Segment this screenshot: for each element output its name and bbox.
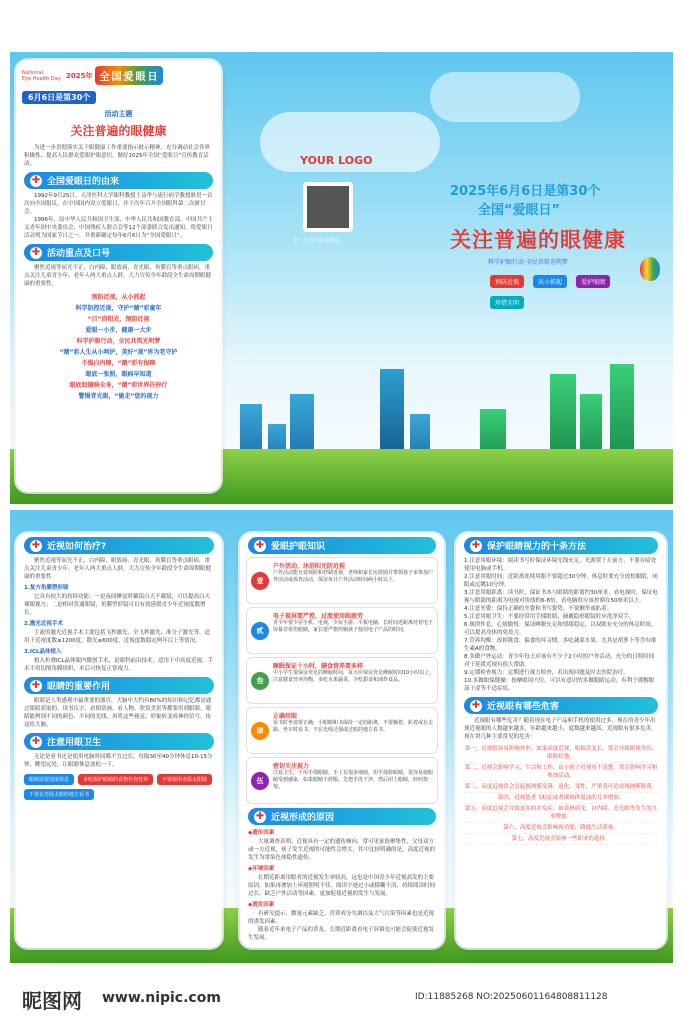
- logo: YOUR LOGO: [300, 154, 373, 167]
- method-item: 1.注意用眼环境：阅读书写时保证环境光线充足，光源置于左前方，不要在暗处使用电脑或手机。: [464, 558, 657, 572]
- treat-subtitle: 2.激光近视手术: [24, 621, 63, 627]
- balloon-icon: [640, 257, 660, 281]
- watermark-footer: [0, 963, 683, 1024]
- protect-tip: [246, 757, 438, 804]
- methods-panel: [456, 533, 666, 948]
- tip-number: 伍: [251, 772, 269, 790]
- treat-text: 主流的激光近视手术主要包括飞秒激光、全飞秒激光、准分子激光等，适用于近视度数≤1200度，散光≤600度，近视度数稳定两年以上等情况。: [24, 630, 211, 644]
- slogan: 爱眼一小步，健康一大步: [85, 327, 152, 334]
- medical-cross-icon: ✚: [31, 174, 41, 186]
- cause-text: 长期近距离用眼者的近视发生率较高，这也是中国青少年近视高发的主要原因。如果再叠加上环境照明不佳、阅读字迹过小或模糊不清、持续阅读时间过长、缺乏户外活动等因素，更加促使近视的发生与发展。: [248, 875, 436, 897]
- slogan: “睛”彩人生从小呵护，美好“视”界为老守护: [59, 349, 178, 356]
- section-title: 近视形成的原因: [271, 813, 335, 823]
- cloud-decoration: [430, 72, 580, 122]
- tip-title: 正确用眼: [273, 713, 298, 720]
- slogan: “目”浴阳光，预防近视: [87, 316, 150, 323]
- cause-heading: ◆诱发因素: [248, 902, 275, 908]
- medical-cross-icon: ✚: [31, 246, 41, 258]
- section-title: 爱眼护眼知识: [271, 542, 326, 552]
- section-header-methods: [464, 537, 658, 554]
- hygiene-tag: 不要在光线太暗的地方看书: [24, 789, 94, 800]
- tip-text: 注意卫生，不用手揉眼睛，手上有很多细菌，用手揉搓眼睛，很容易使眼睛受到感染，如果眼睛不舒服，先把手洗干净，然后闭上眼睛，轻轻按一按。: [273, 770, 434, 790]
- cover-tags: [488, 269, 628, 311]
- slogan: 科学护眼行动，全民共筑光明梦: [76, 338, 161, 345]
- cover-subline: 科学护眼行动 全民共筑光明梦: [488, 259, 568, 266]
- tag-badge: 爱护眼睛: [576, 275, 610, 288]
- tag-badge: 从小抓起: [533, 275, 567, 288]
- origin-paragraph-2: 1996年，原中华人民共和国卫生部、中华人民共和国教育部、中国共产主义青年团中央委员会、中国残疾人联合会等12个部委联合发出通知，将爱眼日活动列为国家节日之一，并重新确定每年6月6日为“全国爱眼日”。: [24, 217, 213, 239]
- section-header-treat: [24, 537, 214, 554]
- tip-title: 电子视屏要严控，过度使用眼疲劳: [273, 613, 364, 620]
- intro-text: 为进一步贯彻落实关于眼健康工作重要指示批示精神，充分调动社会各界积极性，提高人民群众爱眼护眼意识，做好2025年全国“爱眼日”宣传教育活动。: [24, 145, 211, 167]
- hygiene-text: 无论是看书还是使用电脑时间都不宜过长，每隔30至40分钟休息10-15分钟，眺望远处，让眼睛休息放松一下。: [24, 754, 213, 768]
- cause-text: 随着近年来电子产品的普及，长期近距离看电子屏幕也可能会促使近视发生发展。: [248, 927, 435, 941]
- method-item: 4.注意坐姿：保持正确的坐姿和书写姿势，不要侧坐或趴着。: [464, 606, 613, 612]
- treat-subtitle: 3.ICL晶体植入: [24, 649, 62, 655]
- section-title: 保护眼睛视力的十条方法: [487, 542, 587, 552]
- cause-text: 有研究提示，微量元素缺乏、营养成分失调以及大气污染等因素也是近视的诱发因素。: [248, 911, 435, 925]
- section-title: 全国爱眼日的由来: [47, 177, 120, 187]
- medical-cross-icon: ✚: [31, 735, 41, 747]
- section-header-hygiene: [24, 733, 214, 750]
- eye-day-badge: 全国爱眼日: [95, 66, 163, 85]
- section-header-importance: [24, 677, 214, 694]
- section-title: 近视眼有哪些危害: [487, 702, 560, 712]
- tip-text: 户外活动能有效预防和控制近视，老师和家长应鼓励并带领孩子多参加户外活动或体育活动，保证每日户外活动时间两小时以上。: [273, 570, 434, 583]
- harm-item: 第四，近视患者飞蚊症或者玻璃体混浊的几率增加。: [464, 793, 658, 804]
- harm-item: 第六，高度近视会影响视功能、降低生活质量。: [464, 823, 658, 834]
- section-header-cause: [248, 808, 436, 825]
- harm-item: 第二，近视会影响学习、生活和工作，由于孩子近视看不清楚，常会影响学习和参加活动。: [464, 763, 658, 782]
- harm-list: [464, 744, 658, 845]
- cover-date-line2: 全国“爱眼日”: [478, 203, 561, 218]
- cause-text: 大量调查表明，近视具有一定的遗传倾向，常可见家族聚集性，父母双方或一方近视，孩子发生近视的可能性会增大，其中比较明确的是，高度近视的发生为常染色体隐性遗传。: [248, 839, 436, 861]
- tip-number: 叁: [251, 672, 269, 690]
- method-item: 7.营养均衡：改掉挑食、偏食的坏习惯，多吃蔬菜水果、尤其是胡萝卜等含有维生素A的食物。: [464, 638, 657, 652]
- medical-cross-icon: ✚: [471, 699, 481, 711]
- tag-badge: 珍惜光明: [490, 296, 524, 309]
- tip-number: 贰: [251, 622, 269, 640]
- medical-cross-icon: ✚: [255, 539, 265, 551]
- method-item: 6.规律作息，心情愉悦：保证睡眠充足和情绪稳定，以双眼有充分的休息时间，可以提高身体的免疫力。: [464, 622, 657, 636]
- medical-cross-icon: ✚: [31, 679, 41, 691]
- slogan: 不惧白内障，“睛”彩有保障: [81, 360, 156, 367]
- method-item: 8.多做户外运动：青少年每天应该有不少于2小时的户外活动，充分的日照时间对于延缓近视有很大帮助。: [464, 654, 655, 668]
- qr-code: [303, 182, 353, 232]
- section-title: 注意用眼卫生: [47, 738, 102, 748]
- tip-text: 看书时坐姿要正确，小眼睛和书保持一定的距离，不要躺着、趴着或在走路、坐车时看书，不在光线过强或过暗的地方看书。: [273, 720, 434, 733]
- harm-item: 第一，近视眼容易影响外形，如果高度近视，眼轴会变长，常会导致眼球突出、眼睑松弛。: [464, 744, 658, 763]
- hygiene-tags: [22, 772, 216, 802]
- cause-heading: ◆遗传因素: [248, 830, 275, 836]
- harm-item: 第三，高度近视常会引起视网膜变薄、退化、变性，严重者可造成视网膜脱落。: [464, 782, 658, 793]
- tip-text: 中小学生要保证充足的睡眠时间，每天应保证充足睡眠时间10小时以上，注意膳食营养均衡，多吃水果蔬菜，少吃甜食和油炸食品。: [273, 670, 435, 683]
- back-sheet: [10, 510, 673, 963]
- treat-subtitle: 1.复方角膜塑形镜: [24, 585, 69, 591]
- year-badge: 2025年: [66, 71, 93, 80]
- section-title: 眼睛的重要作用: [47, 682, 111, 692]
- section-header-origin: [24, 172, 213, 189]
- origin-paragraph-1: 1992年9月25日，天津医科大学眼科教授王益华与流行病学教授耿贯一首次向全国倡议，在中国国内设立爱眼日，并于次年召开全国眼科第二次研讨会。: [24, 193, 213, 215]
- tip-text: 青少年要少看手机、电视，少玩手游、平板电脑，长时间近距离对着电子屏幕非常伤眼睛，家长要严格控制孩子使用电子产品的时间。: [273, 620, 434, 633]
- harm-intro: 近视眼有哪些危害？随着现在电子产品和手机的使用过多，现在的青少年出现近视眼的人数越来越多，年龄越来越小，度数越来越高，近视眼有很多危害，现在讲几种主要常见的危害：: [464, 718, 657, 740]
- treat-intro: 聚焦近视等屈光不正、白内障、眼底病、青光眼、角膜盲等重点眼病，重点关注儿童青少年、老年人两大重点人群，大力宣传全年龄段全生命周期眼健康的重要性。: [24, 558, 212, 580]
- protect-panel: [240, 533, 444, 948]
- treatment-panel: [16, 533, 222, 948]
- slogan-list: [16, 292, 221, 400]
- hygiene-tag: 不要使用劣质太阳镜: [157, 774, 212, 785]
- hygiene-tag: 眼睛需要适度休息: [24, 774, 74, 785]
- medical-cross-icon: ✚: [471, 539, 481, 551]
- section-header-harm: [464, 697, 658, 714]
- cause-heading: ◆环境因素: [248, 866, 275, 872]
- cover-left-panel: [16, 60, 221, 492]
- site-url: www.nipic.com: [102, 990, 221, 1006]
- tip-number: 壹: [251, 572, 269, 590]
- method-item: 10.多做眼保健操：按摩眼周穴位，可以有意识的多做眼睛运动，有利于缓解眼部干涩等不适症状。: [464, 678, 655, 692]
- method-item: 5.注意用眼卫生：不要经常用手揉眼睛，摘戴隐形眼镜时应洗净双手。: [464, 614, 635, 620]
- section-header-focus: [24, 244, 213, 261]
- hygiene-tag: 多吃保护眼睛的食物补充营养: [78, 774, 153, 785]
- tip-title: 密切关注视力: [273, 763, 310, 770]
- protect-tip: [246, 657, 438, 704]
- slogan: 预防近视，从小抓起: [91, 294, 146, 301]
- tag-badge: 预防近视: [490, 275, 524, 288]
- tip-title: 睡眠保证十小时，膳食营养要多样: [273, 663, 364, 670]
- method-item: 2.注意用眼时间：近距离连续用眼不要超过30分钟，休息时要充分放松眼睛，闭眼或远眺10分钟。: [464, 574, 658, 588]
- activity-label: 活动主题: [104, 110, 133, 118]
- image-id: ID:11885268 NO:20250601164808811128: [415, 992, 608, 1002]
- front-sheet: [10, 52, 673, 504]
- cover-date-line1: 2025年6月6日是第30个: [450, 184, 601, 199]
- theme-title: 关注普遍的眼健康: [70, 124, 167, 138]
- tip-title: 户外活动，沐浴阳光防近视: [273, 563, 346, 570]
- protect-tip: [246, 607, 438, 654]
- medical-cross-icon: ✚: [255, 810, 265, 822]
- slogan: 眼底如镜映全身，“睛”彩世界任你行: [69, 382, 168, 389]
- treat-text: 它具有较大的持续功能：一是夜间睡觉时戴镜白天不戴镜，可以提高白天裸眼视力；二是相对普通眼镜，角膜塑形镜可以有效延缓青少年近视度数增长。: [24, 594, 211, 616]
- harm-item: 第七，高度近视会影响一些职业的选择。: [464, 834, 658, 845]
- medical-cross-icon: ✚: [31, 539, 41, 551]
- protect-tip: [246, 707, 438, 754]
- brand-name: 昵图网: [22, 989, 82, 1013]
- focus-text: 聚焦近视等屈光不正、白内障、眼底病、青光眼、角膜盲等重点眼病，重点关注儿童青少年、老年人两大重点人群，大力宣传全年龄段全生命周期眼健康的重要性。: [24, 265, 212, 287]
- tip-number: 肆: [251, 722, 269, 740]
- harm-item: 第五，高度近视会导致更多的并发症，如黄斑病变、白内障、青光眼等发生的几率增加。: [464, 804, 658, 823]
- slogan: 眼底一张照，眼病早知道: [85, 371, 152, 378]
- cover-theme: 关注普遍的眼健康: [450, 228, 626, 252]
- treat-text: 植入折叠ICL晶体眼内微创手术，是眼科前沿技术，适用于中高度近视，手术不用切削角膜组织，术后可恢复正常视力。: [24, 658, 214, 672]
- national-eye-day-label: National Eye Health Day: [22, 69, 61, 82]
- section-title: 近视如何治疗?: [47, 542, 107, 552]
- section-header-protect: [248, 537, 436, 554]
- protect-tip: [246, 557, 438, 604]
- date-title: 6月6日是第30个: [22, 91, 96, 104]
- importance-text: 眼睛是人类感观中最重要的器官，大脑中大约有80%的知识和记忆都是通过眼睛获取的。读书认字、看图赏画、看人物、欣赏美景等都要用到眼睛。眼睛能辨别不同的颜色、不同的光线，再将这些视觉、形象转变成神经信号，传送给大脑。: [24, 698, 212, 728]
- qr-caption: 扫一扫 学习更多知识: [293, 238, 340, 244]
- method-item: 3.注意用眼距离：读书时，保证书本与眼睛的距离约30厘米，看电视时，保证电视与眼睛的距离为电视对角线的6-8倍，看电脑时应该控制在50厘米以上。: [464, 590, 658, 604]
- section-title: 活动重点及口号: [47, 249, 111, 259]
- slogan: 警惕青光眼，“偷走”您的视力: [78, 393, 159, 400]
- slogan: 科学防控近视，守护“睛”彩童年: [75, 305, 162, 312]
- method-item: 9.定期检查视力：定期进行视力检查，若出现问题及时去医院治疗。: [464, 670, 629, 676]
